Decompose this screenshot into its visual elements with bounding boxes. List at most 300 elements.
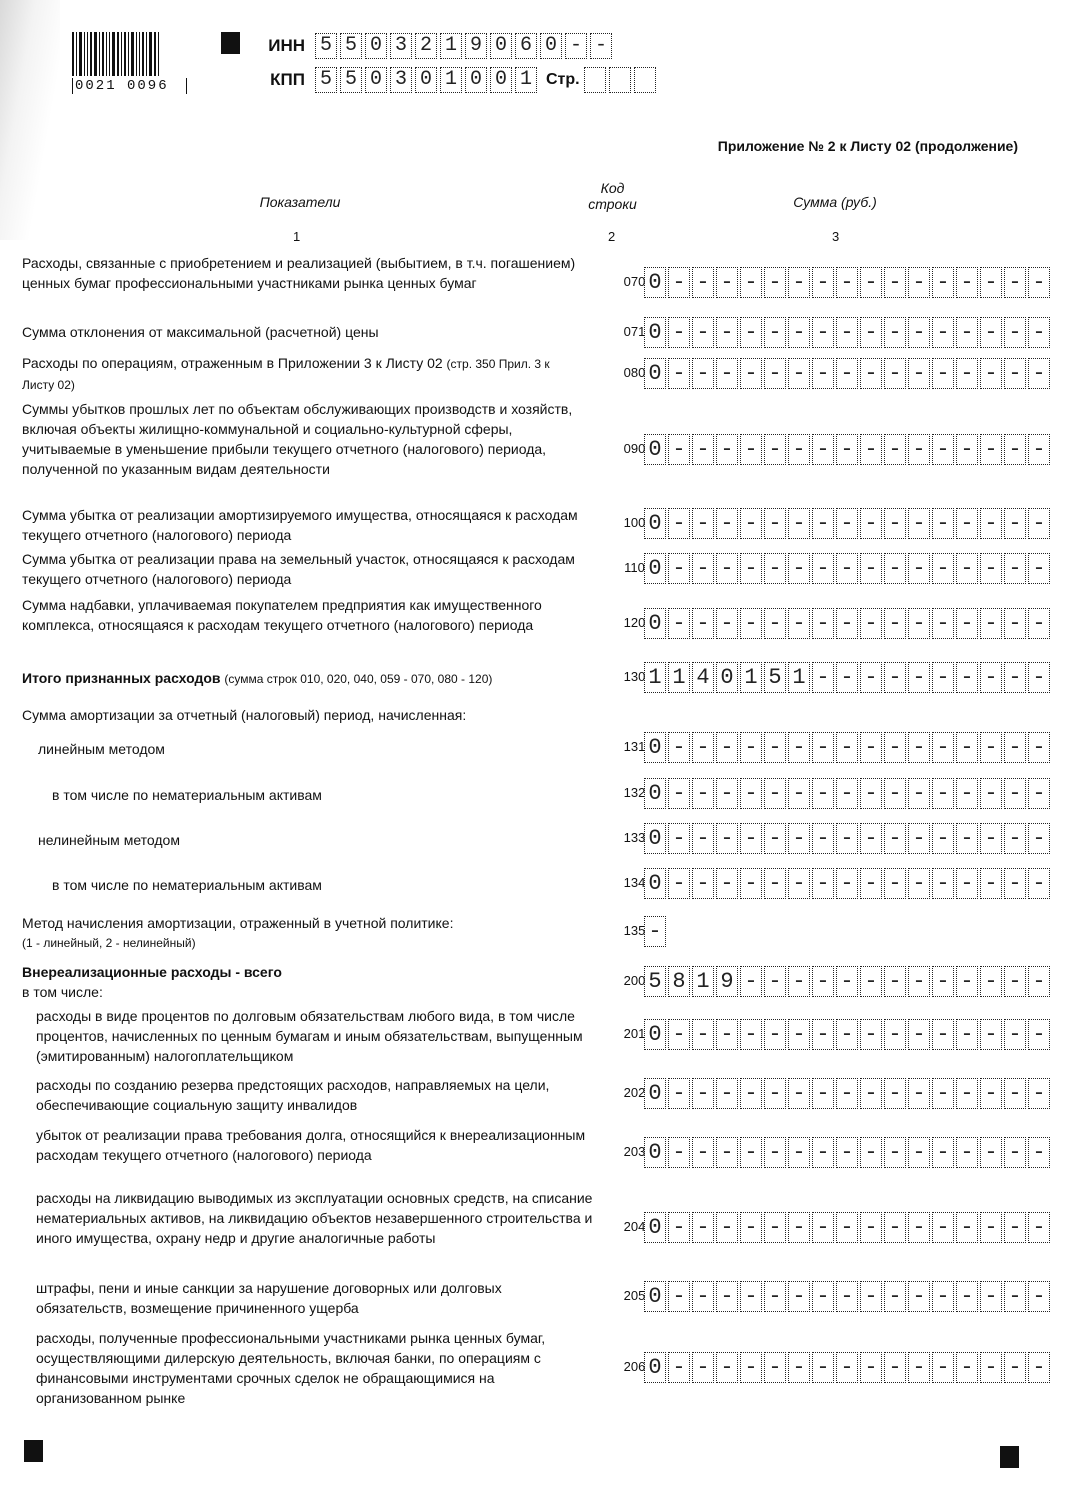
row-value-field[interactable] bbox=[644, 662, 1052, 693]
value-digit-cell: - bbox=[884, 1078, 906, 1109]
value-digit-cell: - bbox=[1028, 608, 1050, 639]
kpp-digit-cell: 0 bbox=[465, 67, 487, 93]
value-digit-cell: - bbox=[692, 553, 714, 584]
value-digit-cell: 1 bbox=[692, 966, 714, 997]
value-digit-cell: - bbox=[1028, 1078, 1050, 1109]
value-digit-cell: - bbox=[980, 508, 1002, 539]
value-digit-cell: - bbox=[908, 508, 930, 539]
value-digit-cell: 0 bbox=[644, 317, 666, 348]
barcode-bar bbox=[102, 32, 104, 76]
row-label-note: (сумма строк 010, 020, 040, 059 - 070, 080 - 120) bbox=[224, 672, 493, 686]
value-digit-cell: - bbox=[836, 267, 858, 298]
value-digit-cell: - bbox=[716, 778, 738, 809]
barcode-number: 0021 0096 bbox=[72, 78, 187, 94]
inn-label: ИНН bbox=[268, 36, 305, 55]
row-label-text: Расходы, связанные с приобретением и реализацией (выбытием, в т.ч. погашением) ценных бумаг профессиональными участниками рынка ценных бумаг bbox=[22, 255, 576, 291]
barcode-bar bbox=[87, 32, 88, 76]
row-code: 130 bbox=[623, 669, 646, 684]
barcode-bar bbox=[158, 32, 159, 76]
value-digit-cell: - bbox=[956, 1281, 978, 1312]
corner-marker-bottom-left bbox=[24, 1440, 43, 1462]
barcode-bar bbox=[124, 32, 126, 76]
value-digit-cell: - bbox=[788, 434, 810, 465]
value-digit-cell: - bbox=[788, 508, 810, 539]
value-digit-cell: - bbox=[932, 317, 954, 348]
value-digit-cell: 0 bbox=[644, 1352, 666, 1383]
value-digit-cell: - bbox=[980, 1078, 1002, 1109]
value-digit-cell: 5 bbox=[764, 662, 786, 693]
value-digit-cell: - bbox=[812, 732, 834, 763]
row-value-field[interactable] bbox=[644, 267, 1052, 298]
value-digit-cell: - bbox=[884, 608, 906, 639]
row-label bbox=[38, 830, 598, 850]
value-digit-cell: - bbox=[980, 358, 1002, 389]
value-digit-cell: - bbox=[956, 966, 978, 997]
row-label bbox=[38, 739, 598, 759]
value-digit-cell: - bbox=[692, 608, 714, 639]
value-digit-cell: - bbox=[740, 823, 762, 854]
barcode-bar bbox=[136, 32, 137, 76]
row-code: 201 bbox=[623, 1026, 646, 1041]
value-digit-cell: - bbox=[836, 1019, 858, 1050]
value-digit-cell: - bbox=[860, 1212, 882, 1243]
value-digit-cell: - bbox=[716, 1078, 738, 1109]
value-digit-cell: - bbox=[836, 778, 858, 809]
value-digit-cell: - bbox=[764, 317, 786, 348]
value-digit-cell: - bbox=[788, 1137, 810, 1168]
column-header-code: Код строки bbox=[588, 180, 637, 212]
inn-digit-cell: 3 bbox=[390, 33, 412, 59]
row-value-field[interactable] bbox=[644, 508, 1052, 539]
value-digit-cell: - bbox=[860, 358, 882, 389]
value-digit-cell: - bbox=[836, 553, 858, 584]
value-digit-cell: - bbox=[692, 868, 714, 899]
kpp-digit-cell: 0 bbox=[415, 67, 437, 93]
value-digit-cell: 0 bbox=[644, 553, 666, 584]
value-digit-cell: - bbox=[908, 608, 930, 639]
value-digit-cell: 0 bbox=[644, 1078, 666, 1109]
value-digit-cell: - bbox=[932, 966, 954, 997]
row-label bbox=[22, 399, 582, 479]
value-digit-cell: - bbox=[740, 317, 762, 348]
value-digit-cell: - bbox=[788, 1078, 810, 1109]
row-value-field[interactable] bbox=[644, 868, 1052, 899]
row-code: 205 bbox=[623, 1288, 646, 1303]
row-value-field[interactable] bbox=[644, 966, 1052, 997]
value-digit-cell: - bbox=[908, 662, 930, 693]
barcode-bar bbox=[84, 32, 85, 76]
value-digit-cell: - bbox=[812, 966, 834, 997]
value-digit-cell: - bbox=[716, 434, 738, 465]
value-digit-cell: - bbox=[1028, 1281, 1050, 1312]
value-digit-cell: - bbox=[812, 662, 834, 693]
value-digit-cell: - bbox=[1004, 823, 1026, 854]
value-digit-cell: - bbox=[980, 553, 1002, 584]
value-digit-cell: - bbox=[956, 358, 978, 389]
row-label bbox=[36, 1278, 596, 1318]
scan-page-edge bbox=[0, 0, 60, 240]
value-digit-cell: - bbox=[740, 1019, 762, 1050]
kpp-digit-cell: 3 bbox=[390, 67, 412, 93]
value-digit-cell: - bbox=[668, 553, 690, 584]
value-digit-cell: - bbox=[956, 1212, 978, 1243]
value-digit-cell: - bbox=[932, 553, 954, 584]
value-digit-cell: - bbox=[1004, 868, 1026, 899]
value-digit-cell: - bbox=[932, 732, 954, 763]
row-label bbox=[36, 1006, 596, 1066]
inn-digit-cell: 9 bbox=[465, 33, 487, 59]
value-digit-cell: - bbox=[740, 1078, 762, 1109]
value-digit-cell: - bbox=[1004, 662, 1026, 693]
value-digit-cell: - bbox=[692, 358, 714, 389]
value-digit-cell: 1 bbox=[788, 662, 810, 693]
value-digit-cell: - bbox=[740, 1352, 762, 1383]
value-digit-cell: - bbox=[956, 608, 978, 639]
value-digit-cell: - bbox=[764, 732, 786, 763]
value-digit-cell: 9 bbox=[716, 966, 738, 997]
value-digit-cell: - bbox=[716, 868, 738, 899]
inn-digit-cell: 0 bbox=[490, 33, 512, 59]
value-digit-cell: - bbox=[908, 823, 930, 854]
value-digit-cell: - bbox=[812, 358, 834, 389]
row-label-text: убыток от реализации права требования долга, относящийся к внереализационным расходам текущего отчетного (налогового) периода bbox=[36, 1127, 586, 1163]
value-digit-cell: - bbox=[812, 1352, 834, 1383]
row-label bbox=[22, 913, 582, 953]
value-digit-cell: 1 bbox=[740, 662, 762, 693]
value-digit-cell: - bbox=[908, 1212, 930, 1243]
inn-digit-cell: 5 bbox=[340, 33, 362, 59]
row-value-field[interactable] bbox=[644, 608, 1052, 639]
value-digit-cell: 0 bbox=[644, 508, 666, 539]
value-digit-cell: - bbox=[1004, 508, 1026, 539]
value-digit-cell: - bbox=[980, 778, 1002, 809]
value-digit-cell: - bbox=[1004, 608, 1026, 639]
value-digit-cell: - bbox=[788, 1352, 810, 1383]
value-digit-cell: - bbox=[908, 1352, 930, 1383]
kpp-row bbox=[250, 67, 659, 93]
row-value-field[interactable] bbox=[644, 358, 1052, 389]
row-value-field[interactable] bbox=[644, 732, 1052, 763]
value-digit-cell: - bbox=[956, 434, 978, 465]
row-code: 090 bbox=[623, 441, 646, 456]
value-digit-cell: - bbox=[932, 267, 954, 298]
barcode-bar bbox=[128, 32, 129, 76]
value-digit-cell: - bbox=[1004, 1352, 1026, 1383]
row-label-text: Сумма амортизации за отчетный (налоговый) период, начисленная: bbox=[22, 707, 467, 723]
value-digit-cell: - bbox=[980, 1212, 1002, 1243]
row-label-text: Сумма убытка от реализации права на земельный участок, относящаяся к расходам текущего отчетного (налогового) периода bbox=[22, 551, 575, 587]
row-label bbox=[22, 253, 582, 293]
value-digit-cell: - bbox=[908, 1137, 930, 1168]
value-digit-cell: - bbox=[1004, 317, 1026, 348]
row-label-note: (1 - линейный, 2 - нелинейный) bbox=[22, 936, 196, 950]
row-value-field[interactable] bbox=[644, 823, 1052, 854]
value-digit-cell: - bbox=[692, 1352, 714, 1383]
value-digit-cell: - bbox=[836, 608, 858, 639]
barcode-bar bbox=[121, 32, 122, 76]
barcode-bars bbox=[72, 32, 187, 76]
row-code: 132 bbox=[623, 785, 646, 800]
value-digit-cell: - bbox=[1004, 553, 1026, 584]
value-digit-cell: - bbox=[764, 778, 786, 809]
kpp-digit-cell: 0 bbox=[490, 67, 512, 93]
row-value-field[interactable] bbox=[644, 553, 1052, 584]
value-digit-cell: - bbox=[884, 732, 906, 763]
row-value-field[interactable] bbox=[644, 317, 1052, 348]
inn-digit-cell: - bbox=[565, 33, 587, 59]
value-digit-cell: - bbox=[860, 508, 882, 539]
value-digit-cell: - bbox=[932, 1281, 954, 1312]
row-label bbox=[22, 595, 582, 635]
row-value-field[interactable] bbox=[644, 434, 1052, 465]
value-digit-cell: - bbox=[956, 317, 978, 348]
kpp-digit-cell: 5 bbox=[315, 67, 337, 93]
value-digit-cell: - bbox=[716, 1281, 738, 1312]
value-digit-cell: - bbox=[764, 1212, 786, 1243]
barcode-bar bbox=[94, 32, 97, 76]
value-digit-cell: - bbox=[980, 1281, 1002, 1312]
value-digit-cell: - bbox=[860, 1352, 882, 1383]
value-digit-cell: - bbox=[812, 608, 834, 639]
value-digit-cell: - bbox=[884, 778, 906, 809]
value-digit-cell: - bbox=[956, 1019, 978, 1050]
kpp-digit-cell: 0 bbox=[365, 67, 387, 93]
value-digit-cell: - bbox=[860, 823, 882, 854]
row-code: 206 bbox=[623, 1359, 646, 1374]
column-number-2: 2 bbox=[608, 229, 616, 244]
value-digit-cell: - bbox=[884, 868, 906, 899]
value-digit-cell: - bbox=[836, 317, 858, 348]
row-value-field[interactable] bbox=[644, 1137, 1052, 1168]
value-digit-cell: - bbox=[836, 508, 858, 539]
barcode-bar bbox=[112, 32, 115, 76]
value-digit-cell: - bbox=[1028, 508, 1050, 539]
row-value-field[interactable] bbox=[644, 1212, 1052, 1243]
value-digit-cell: - bbox=[668, 358, 690, 389]
value-digit-cell: 0 bbox=[644, 608, 666, 639]
value-digit-cell: - bbox=[764, 1352, 786, 1383]
value-digit-cell: - bbox=[764, 823, 786, 854]
inn-cells bbox=[315, 33, 615, 59]
row-label bbox=[22, 668, 582, 689]
row-value-field[interactable] bbox=[644, 916, 668, 947]
row-label-text: Внереализационные расходы - всего bbox=[22, 964, 282, 980]
inn-row bbox=[250, 33, 615, 59]
value-digit-cell: - bbox=[788, 1281, 810, 1312]
value-digit-cell: - bbox=[764, 1078, 786, 1109]
value-digit-cell: - bbox=[1004, 1137, 1026, 1168]
value-digit-cell: - bbox=[692, 1212, 714, 1243]
row-label-text: в том числе по нематериальным активам bbox=[52, 877, 322, 893]
value-digit-cell: - bbox=[860, 868, 882, 899]
row-label-text: расходы в виде процентов по долговым обязательствам любого вида, в том числе процентов, начисленных по ценным бумагам и иным обязательствам, выпущенным (эмитированным) налогоплательщиком bbox=[36, 1008, 583, 1064]
value-digit-cell: - bbox=[860, 1019, 882, 1050]
value-digit-cell: - bbox=[836, 966, 858, 997]
value-digit-cell: - bbox=[860, 1137, 882, 1168]
value-digit-cell: - bbox=[932, 823, 954, 854]
inn-digit-cell: 2 bbox=[415, 33, 437, 59]
value-digit-cell: - bbox=[812, 868, 834, 899]
value-digit-cell: - bbox=[812, 267, 834, 298]
value-digit-cell: 0 bbox=[644, 778, 666, 809]
value-digit-cell: - bbox=[980, 823, 1002, 854]
value-digit-cell: - bbox=[884, 662, 906, 693]
value-digit-cell: - bbox=[836, 1352, 858, 1383]
value-digit-cell: - bbox=[788, 317, 810, 348]
value-digit-cell: - bbox=[836, 662, 858, 693]
value-digit-cell: - bbox=[884, 1352, 906, 1383]
value-digit-cell: - bbox=[908, 358, 930, 389]
value-digit-cell: - bbox=[644, 916, 666, 947]
value-digit-cell: - bbox=[740, 508, 762, 539]
value-digit-cell: - bbox=[932, 1352, 954, 1383]
row-label bbox=[22, 705, 582, 725]
value-digit-cell: - bbox=[1004, 778, 1026, 809]
value-digit-cell: - bbox=[1004, 732, 1026, 763]
value-digit-cell: - bbox=[956, 267, 978, 298]
value-digit-cell: - bbox=[740, 1212, 762, 1243]
value-digit-cell: - bbox=[956, 823, 978, 854]
value-digit-cell: - bbox=[764, 508, 786, 539]
value-digit-cell: - bbox=[884, 317, 906, 348]
value-digit-cell: - bbox=[908, 966, 930, 997]
value-digit-cell: - bbox=[692, 778, 714, 809]
value-digit-cell: - bbox=[716, 732, 738, 763]
value-digit-cell: - bbox=[1028, 434, 1050, 465]
value-digit-cell: - bbox=[908, 1019, 930, 1050]
value-digit-cell: - bbox=[1004, 1019, 1026, 1050]
value-digit-cell: - bbox=[884, 1137, 906, 1168]
kpp-label: КПП bbox=[270, 70, 305, 89]
value-digit-cell: - bbox=[836, 868, 858, 899]
value-digit-cell: - bbox=[908, 434, 930, 465]
value-digit-cell: - bbox=[1028, 662, 1050, 693]
row-code: 100 bbox=[623, 515, 646, 530]
barcode-bar bbox=[99, 32, 100, 76]
value-digit-cell: - bbox=[1028, 823, 1050, 854]
kpp-digit-cell: 1 bbox=[515, 67, 537, 93]
value-digit-cell: - bbox=[668, 778, 690, 809]
value-digit-cell: - bbox=[668, 1212, 690, 1243]
value-digit-cell: 0 bbox=[644, 1019, 666, 1050]
value-digit-cell: - bbox=[668, 267, 690, 298]
value-digit-cell: - bbox=[884, 1019, 906, 1050]
value-digit-cell: - bbox=[812, 1078, 834, 1109]
row-value-field[interactable] bbox=[644, 1019, 1052, 1050]
row-label bbox=[36, 1125, 596, 1165]
value-digit-cell: - bbox=[812, 823, 834, 854]
row-code: 135 bbox=[623, 923, 646, 938]
value-digit-cell: - bbox=[932, 508, 954, 539]
value-digit-cell: - bbox=[668, 1019, 690, 1050]
column-number-3: 3 bbox=[832, 229, 840, 244]
page-label: Стр. bbox=[546, 71, 580, 88]
value-digit-cell: - bbox=[884, 966, 906, 997]
value-digit-cell: - bbox=[908, 317, 930, 348]
row-value-field[interactable] bbox=[644, 1281, 1052, 1312]
value-digit-cell: 0 bbox=[644, 868, 666, 899]
value-digit-cell: - bbox=[860, 966, 882, 997]
value-digit-cell: - bbox=[740, 608, 762, 639]
value-digit-cell: - bbox=[812, 1019, 834, 1050]
value-digit-cell: - bbox=[884, 434, 906, 465]
value-digit-cell: - bbox=[908, 868, 930, 899]
row-label bbox=[22, 505, 582, 545]
value-digit-cell: 0 bbox=[644, 1137, 666, 1168]
value-digit-cell: - bbox=[932, 434, 954, 465]
value-digit-cell: - bbox=[740, 966, 762, 997]
row-label-text: Сумма убытка от реализации амортизируемого имущества, относящаяся к расходам текущего отчетного (налогового) периода bbox=[22, 507, 578, 543]
barcode-bar bbox=[154, 32, 156, 76]
row-value-field[interactable] bbox=[644, 778, 1052, 809]
value-digit-cell: - bbox=[1004, 1078, 1026, 1109]
value-digit-cell: - bbox=[812, 1212, 834, 1243]
value-digit-cell: - bbox=[884, 1212, 906, 1243]
value-digit-cell: - bbox=[884, 553, 906, 584]
row-label bbox=[22, 549, 582, 589]
value-digit-cell: - bbox=[788, 778, 810, 809]
value-digit-cell: - bbox=[980, 732, 1002, 763]
row-code: 110 bbox=[624, 560, 645, 575]
row-label bbox=[22, 322, 582, 342]
barcode-bar bbox=[142, 32, 144, 76]
row-label-text: Сумма надбавки, уплачиваемая покупателем предприятия как имущественного комплекса, относящаяся к расходам текущего отчетного (налогового) периода bbox=[22, 597, 542, 633]
row-label-sub: в том числе: bbox=[22, 984, 103, 1000]
value-digit-cell: - bbox=[836, 732, 858, 763]
barcode-bar bbox=[146, 32, 147, 76]
row-code: 080 bbox=[623, 365, 646, 380]
column-header-indicators: Показатели bbox=[259, 194, 341, 210]
row-label-text: штрафы, пени и иные санкции за нарушение договорных или долговых обязательств, возмещение причиненного ущерба bbox=[36, 1280, 502, 1316]
value-digit-cell: - bbox=[1028, 966, 1050, 997]
inn-digit-cell: - bbox=[590, 33, 612, 59]
value-digit-cell: - bbox=[788, 823, 810, 854]
value-digit-cell: - bbox=[764, 434, 786, 465]
value-digit-cell: - bbox=[692, 508, 714, 539]
value-digit-cell: - bbox=[812, 434, 834, 465]
value-digit-cell: - bbox=[668, 1352, 690, 1383]
value-digit-cell: 8 bbox=[668, 966, 690, 997]
row-label bbox=[36, 1328, 596, 1408]
value-digit-cell: - bbox=[788, 267, 810, 298]
value-digit-cell: - bbox=[860, 778, 882, 809]
row-value-field[interactable] bbox=[644, 1352, 1052, 1383]
value-digit-cell: - bbox=[740, 732, 762, 763]
row-code: 203 bbox=[623, 1144, 646, 1159]
value-digit-cell: - bbox=[788, 1212, 810, 1243]
barcode-bar bbox=[109, 32, 110, 76]
value-digit-cell: - bbox=[668, 317, 690, 348]
inn-digit-cell: 6 bbox=[515, 33, 537, 59]
value-digit-cell: - bbox=[980, 267, 1002, 298]
column-header-sum: Сумма (руб.) bbox=[793, 194, 877, 210]
row-label-text: нелинейным методом bbox=[38, 832, 180, 848]
value-digit-cell: 0 bbox=[644, 267, 666, 298]
value-digit-cell: 4 bbox=[692, 662, 714, 693]
row-label bbox=[52, 875, 612, 895]
value-digit-cell: - bbox=[860, 267, 882, 298]
row-label bbox=[22, 353, 582, 395]
row-code: 200 bbox=[623, 973, 646, 988]
value-digit-cell: - bbox=[884, 508, 906, 539]
value-digit-cell: - bbox=[956, 553, 978, 584]
row-label-text: в том числе по нематериальным активам bbox=[52, 787, 322, 803]
value-digit-cell: - bbox=[980, 1352, 1002, 1383]
value-digit-cell: - bbox=[836, 434, 858, 465]
row-value-field[interactable] bbox=[644, 1078, 1052, 1109]
value-digit-cell: - bbox=[788, 732, 810, 763]
value-digit-cell: - bbox=[1028, 1137, 1050, 1168]
